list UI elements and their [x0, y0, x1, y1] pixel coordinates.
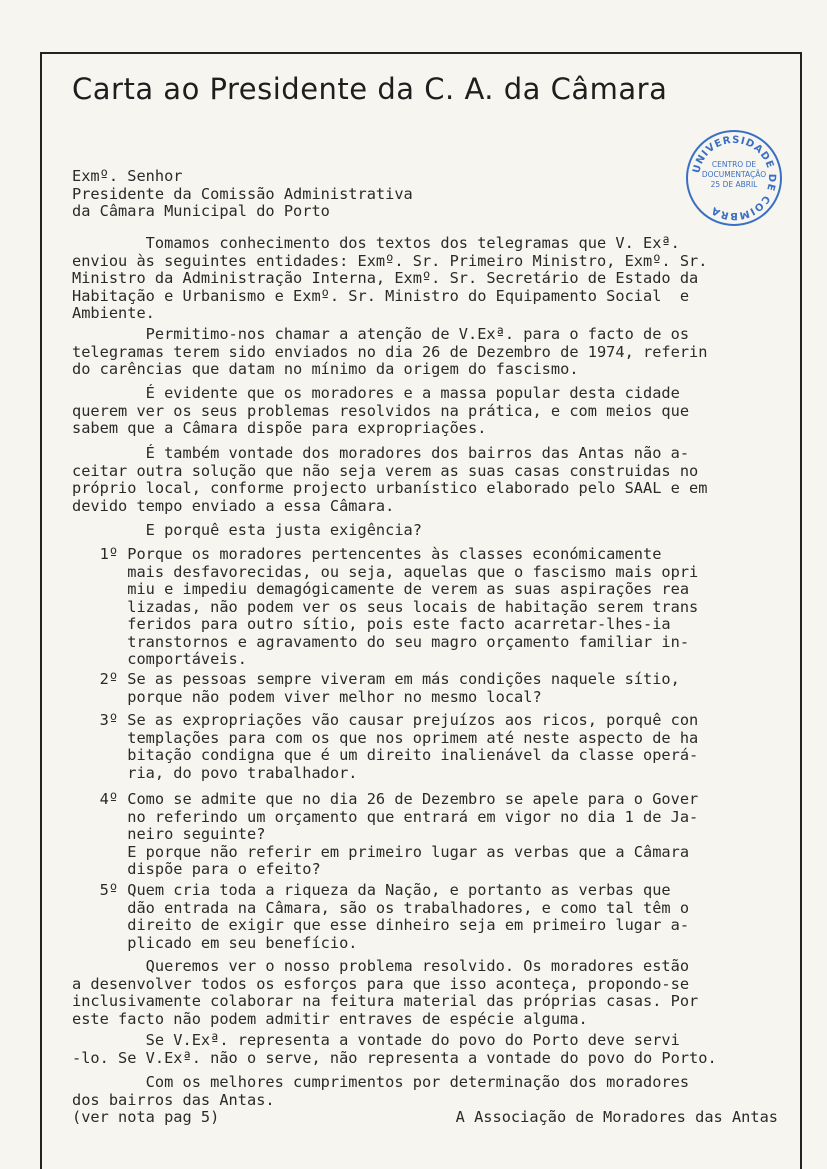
addressee: Exmº. Senhor Presidente da Comissão Administrativa da Câmara Municipal do Porto: [72, 167, 413, 220]
stamp-line-2: DOCUMENTAÇÃO: [701, 170, 767, 179]
paragraph-telegrams: Tomamos conhecimento dos textos dos telegramas que V. Exª. enviou às seguintes entidades: Exmº. Sr. Primeiro Ministro, Exmº. Sr. Ministro da Administração Interna, Exmº. Sr. Secretário de Estado da Habitação e Urbanismo e Exmº. Sr. Ministro do Equipamento Social e Ambiente.: [72, 234, 708, 322]
list-item: 1º Porque os moradores pertencentes às classes económicamente mais desfavorecidas, ou seja, aquelas que o fascismo mais opri miu e impediu demagógicamente de verem as suas aspirações rea lizadas, não podem ver os seus locais de habitação serem trans feridos para outro sítio, pois este facto acarretar-lhes-ia transtornos e agravamento do seu magro orçamento familiar in- comportáveis.: [99, 545, 699, 668]
stamp-ring-text: UNIVERSIDADE DE COIMBRA: [691, 134, 778, 222]
list-item: 5º Quem cria toda a riqueza da Nação, e portanto as verbas que dão entrada na Câmara, são os trabalhadores, e como tal têm o direito de exigir que esse dinheiro seja em primeiro lugar a- plicado em seu benefício.: [99, 881, 690, 952]
list-item: 2º Se as pessoas sempre viveram em más condições naquele sítio, porque não podem viver melhor no mesmo local?: [99, 670, 680, 706]
paragraph-serve: Se V.Exª. representa a vontade do povo do Porto deve servi -lo. Se V.Exª. não o serve, não representa a vontade do povo do Porto.: [72, 1031, 717, 1067]
list-item: 3º Se as expropriações vão causar prejuízos aos ricos, porquê con templações para com os que nos oprimem até neste aspecto de ha bitação condigna que é um direito inalienável da classe operá- ria, do povo trabalhador.: [99, 711, 699, 782]
paragraph-closing: Com os melhores cumprimentos por determinação dos moradores dos bairros das Antas.: [72, 1073, 690, 1109]
list-item: 4º Como se admite que no dia 26 de Dezembro se apele para o Gover no referindo um orçamento que entrará em vigor no dia 1 de Ja- neiro seguinte? E porque não referir em primeiro lugar as verbas que a Câmara dispõe para o efeito?: [99, 790, 699, 878]
document-title: Carta ao Presidente da C. A. da Câmara: [72, 72, 668, 106]
signature-row: [72, 1109, 778, 1127]
signature: A Associação de Moradores das Antas: [455, 1108, 778, 1126]
paragraph-evident: É evidente que os moradores e a massa popular desta cidade querem ver os seus problemas resolvidos na prática, e com meios que sabem que a Câmara dispõe para expropriações.: [72, 384, 690, 437]
paragraph-attention: Permitimo-nos chamar a atenção de V.Exª. para o facto de os telegramas terem sido enviados no dia 26 de Dezembro de 1974, referin do carências que datam no mínimo da origem do fascismo.: [72, 325, 708, 378]
paragraph-will: É também vontade dos moradores dos bairros das Antas não a- ceitar outra solução que não seja verem as suas casas construidas no próprio local, conforme projecto urbanístico elaborado pelo SAAL e em devido tempo enviado a essa Câmara.: [72, 444, 708, 515]
stamp-line-1: CENTRO DE: [711, 160, 757, 169]
stamp-line-3: 25 DE ABRIL: [710, 180, 758, 189]
paragraph-problem: Queremos ver o nosso problema resolvido. Os moradores estão a desenvolver todos os esforços para que isso aconteça, propondo-se inclusivamente colaborar na feitura material das próprias casas. Por este facto não podem admitir entraves de espécie alguma.: [72, 957, 699, 1028]
page-note: (ver nota pag 5): [72, 1108, 220, 1126]
question-line: E porquê esta justa exigência?: [72, 521, 422, 539]
